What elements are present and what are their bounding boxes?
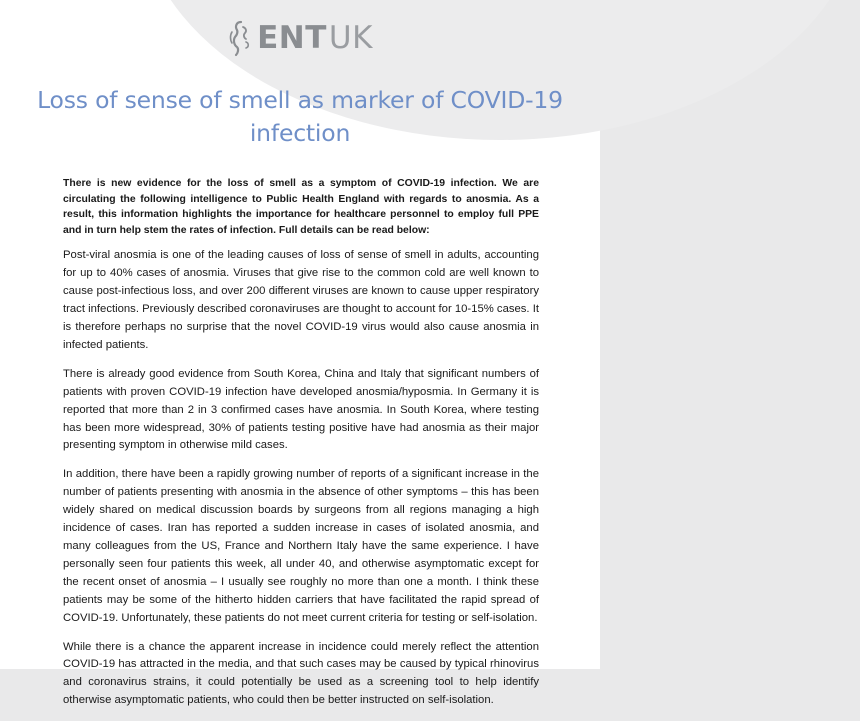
- logo-text-ent: ENT: [257, 20, 327, 56]
- document-header: [0, 14, 600, 62]
- document-body: [63, 176, 539, 721]
- document-title: Loss of sense of smell as marker of COVID-19 infection: [37, 86, 563, 147]
- body-paragraph: Post-viral anosmia is one of the leading causes of loss of sense of smell in adults, accounting for up to 40% cases of anosmia. Viruses that give rise to the common cold are well known to cause post-infectious loss, and over 200 different viruses are known to cause upper respiratory tract infections. Previously described coronaviruses are thought to account for 10-15% cases. It is therefore perhaps no surprise that the novel COVID-19 virus would also cause anosmia in infected patients.: [63, 249, 539, 351]
- lead-paragraph: There is new evidence for the loss of smell as a symptom of COVID-19 infection. We are circulating the following intelligence to Public Health England with regards to anosmia. As a result, this information highlights the importance for healthcare personnel to employ full PPE and in turn help stem the rates of infection. Full details can be read below:: [63, 178, 539, 236]
- body-paragraph: In addition, there have been a rapidly growing number of reports of a significant increase in the number of patients presenting with anosmia in the absence of other symptoms – this has been widely shared on medical discussion boards by surgeons from all regions managing a high incidence of cases. Iran has reported a sudden increase in cases of isolated anosmia, and many colleagues from the US, France and Northern Italy have the same experience. I have personally seen four patients this week, all under 40, and otherwise asymptomatic except for the recent onset of anosmia – I usually see roughly no more than one a month. I think these patients may be some of the hitherto hidden carriers that have facilitated the rapid spread of COVID-19. Unfortunately, these patients do not meet current criteria for testing or self-isolation.: [63, 468, 539, 624]
- body-paragraph: There is already good evidence from South Korea, China and Italy that significant numbers of patients with proven COVID-19 infection have developed anosmia/hyposmia. In Germany it is reported that more than 2 in 3 confirmed cases have anosmia. In South Korea, where testing has been more widespread, 30% of patients testing positive have had anosmia as their major presenting symptom in otherwise mild cases.: [63, 367, 539, 452]
- logo-text-uk: UK: [328, 20, 373, 56]
- body-paragraph: While there is a chance the apparent increase in incidence could merely reflect the attention COVID-19 has attracted in the media, and that such cases may be caused by typical rhinovirus and coronavirus strains, it could potentially be used as a screening tool to help identify otherwise asymptomatic patients, who could then be better instructed on self-isolation.: [63, 640, 539, 707]
- ent-uk-figure-icon: [227, 18, 255, 58]
- ent-uk-logo: [227, 14, 373, 62]
